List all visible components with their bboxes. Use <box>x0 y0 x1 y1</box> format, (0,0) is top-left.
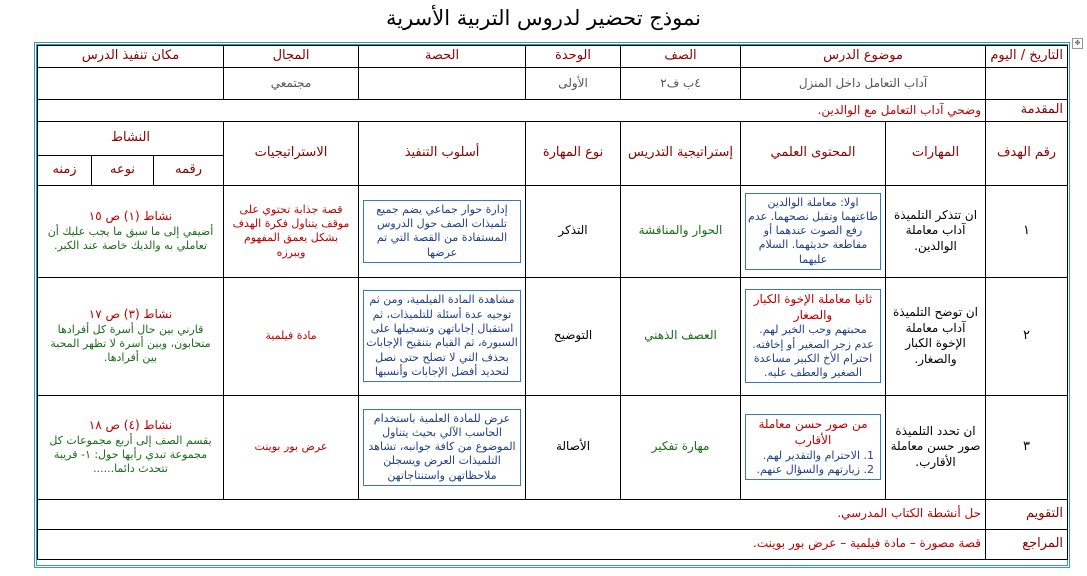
references-text: قصة مصورة – مادة فيلمية – عرض بور بوينت. <box>38 529 986 559</box>
location-value <box>38 67 224 99</box>
strategy-text: قصة جذابة تحتوي على موقف يتناول فكرة الهدف بشكل يعمق المفهوم ويبرزه <box>224 185 359 277</box>
skill-text: ان توضح التلميذة آداب معاملة الإخوة الكبار والصغار. <box>886 277 986 395</box>
table-row <box>38 185 1068 277</box>
domain-header: المجال <box>224 46 359 68</box>
evaluation-text: حل أنشطة الكتاب المدرسي. <box>38 499 986 529</box>
strategy-text: عرض بور بوينت <box>224 395 359 499</box>
table-row <box>38 395 1068 499</box>
method-text: مشاهدة المادة الفيلمية، ومن ثم توجيه عدة أسئلة للتلميذات، ثم استقبال إجاباتهن وتسجيلها على السبورة، ثم القيام بتنقيح الإجابات بحذف التي لا تصلح حتى نصل لتحديد أفضل الإجابات وأنسبها <box>363 290 521 382</box>
info-header-row <box>38 46 1068 68</box>
teaching-strategy: مهارة تفكير <box>621 395 741 499</box>
evaluation-label: التقويم <box>986 499 1068 529</box>
period-value <box>359 67 526 99</box>
activity-body: قارني بين حال أسرة كل أفرادها متحابون، وبين أسرة لا تظهر المحبة بين أفرادها. <box>50 322 211 365</box>
activity-body: يقسم الصف إلى أربع مجموعات كل مجموعة تبدي رأيها حول: ١- قريبة تتحدث دائما...... <box>49 433 212 476</box>
content-header: المحتوى العلمي <box>741 121 886 185</box>
method-cell <box>359 395 526 499</box>
method-text: عرض للمادة العلمية باستخدام الحاسب الآلي بحيث يتناول الموضوع من كافة جوانبه، تشاهد التلميذات العرض ويسجلن ملاحظاتهن واستنتاجاتهن <box>363 409 521 486</box>
domain-value: مجتمعي <box>224 67 359 99</box>
content-box <box>745 289 881 383</box>
method-text: إدارة حوار جماعي يضم جميع تلميذات الصف حول الدروس المستفادة من القصة التي تم عرضها <box>363 200 521 263</box>
activity-title: نشاط (١) ص ١٥ <box>88 209 173 224</box>
activity-type-header: نوعه <box>92 155 154 185</box>
page-title: نموذج تحضير لدروس التربية الأسرية <box>385 6 701 30</box>
columns-header-row <box>38 121 1068 155</box>
references-row <box>38 529 1068 559</box>
skill-type: التذكر <box>526 185 621 277</box>
activity-title: نشاط (٣) ص ١٧ <box>88 307 173 322</box>
grade-value: ٤ب ف٢ <box>621 67 741 99</box>
teaching-strategy: العصف الذهني <box>621 277 741 395</box>
lesson-plan-table <box>37 45 1068 560</box>
list-item: 1. الاحترام والتقدير لهم. <box>748 449 860 463</box>
date-value <box>986 67 1068 99</box>
skill-type: التوضيح <box>526 277 621 395</box>
content-text: محبتهم وحب الخير لهم. عدم زجر الصغير أو إخافته. احترام الأخ الكبير مساعدة الصغير والعطف عليه. <box>752 323 874 380</box>
strategy-text: مادة فيلمية <box>224 277 359 395</box>
unit-value: الأولى <box>526 67 621 99</box>
goal-number: ٢ <box>986 277 1068 395</box>
goal-no-header: رقم الهدف <box>986 121 1068 185</box>
content-cell <box>741 395 886 499</box>
evaluation-row <box>38 499 1068 529</box>
grade-header: الصف <box>621 46 741 68</box>
skill-text: ان تتذكر التلميذة آداب معاملة الوالدين. <box>886 185 986 277</box>
activity-cell <box>38 395 224 499</box>
unit-header: الوحدة <box>526 46 621 68</box>
expand-icon[interactable]: ✥ <box>1072 38 1083 49</box>
activity-cell <box>38 277 224 395</box>
date-header: التاريخ / اليوم <box>986 46 1068 68</box>
activity-title: نشاط (٤) ص ١٨ <box>88 418 173 433</box>
info-values-row <box>38 67 1068 99</box>
activity-no-header: رقمه <box>154 155 224 185</box>
content-title: ثانيا معاملة الإخوة الكبار والصغار <box>753 292 873 322</box>
location-header: مكان تنفيذ الدرس <box>38 46 224 68</box>
goal-number: ١ <box>986 185 1068 277</box>
content-title: من صور حسن معاملة الأقارب <box>758 417 868 447</box>
content-list <box>748 449 878 478</box>
references-label: المراجع <box>986 529 1068 559</box>
table-row <box>38 277 1068 395</box>
content-text: اولا: معاملة الوالدين طاعتهما وتقبل نصحهما. عدم رفع الصوت عندهما أو مقاطعة حديثهما. السلام عليهما <box>745 193 881 270</box>
strategies-header: الاستراتيجيات <box>224 121 359 185</box>
teaching-strategy: الحوار والمناقشة <box>621 185 741 277</box>
topic-value: آداب التعامل داخل المنزل <box>741 67 986 99</box>
activity-header: النشاط <box>38 121 224 155</box>
activity-cell <box>38 185 224 277</box>
skill-type-header: نوع المهارة <box>526 121 621 185</box>
activity-body: أضيفي إلى ما سبق ما يجب عليك أن تعاملي به والديك خاصة عند الكبر. <box>47 224 214 253</box>
skills-header: المهارات <box>886 121 986 185</box>
skill-text: ان تحدد التلميذة صور حسن معاملة الأقارب. <box>886 395 986 499</box>
intro-text: وضحي آداب التعامل مع الوالدين. <box>38 99 986 121</box>
content-box <box>745 414 881 480</box>
content-cell <box>741 277 886 395</box>
period-header: الحصة <box>359 46 526 68</box>
intro-row <box>38 99 1068 121</box>
method-cell <box>359 277 526 395</box>
goal-number: ٣ <box>986 395 1068 499</box>
content-cell <box>741 185 886 277</box>
method-header: أسلوب التنفيذ <box>359 121 526 185</box>
method-cell <box>359 185 526 277</box>
skill-type: الأصالة <box>526 395 621 499</box>
activity-time-header: زمنه <box>38 155 92 185</box>
topic-header: موضوع الدرس <box>741 46 986 68</box>
list-item: 2. زيارتهم والسؤال عنهم. <box>748 463 860 477</box>
teaching-strategy-header: إستراتيجية التدريس <box>621 121 741 185</box>
intro-label: المقدمة <box>986 99 1068 121</box>
